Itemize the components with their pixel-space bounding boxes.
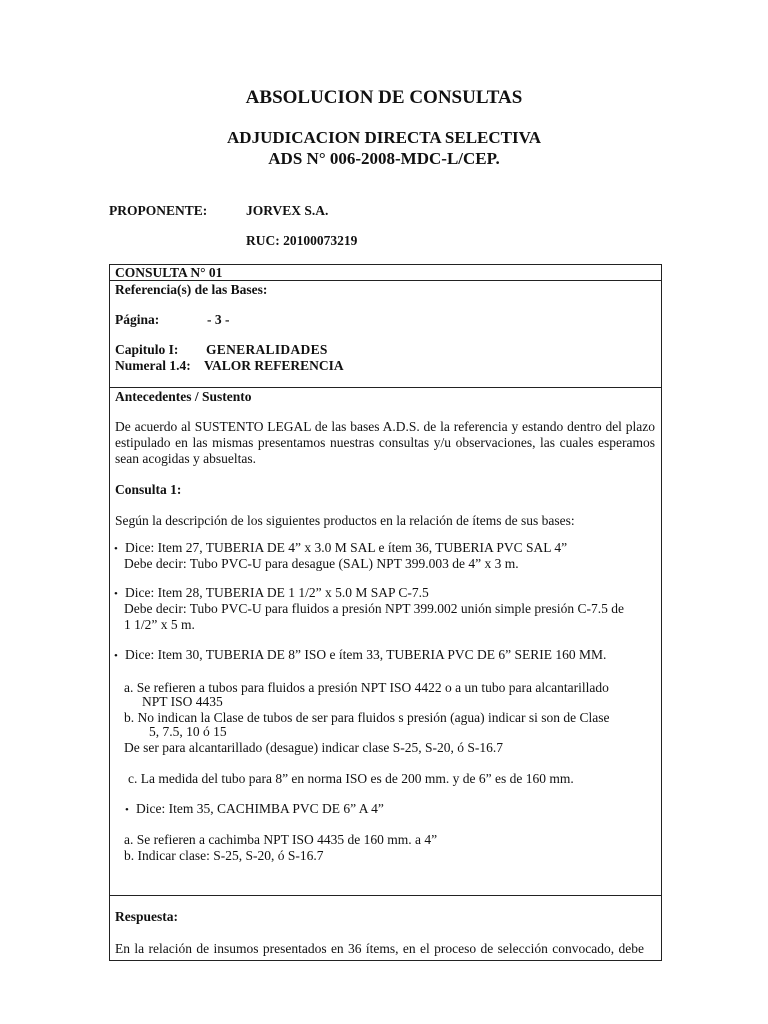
document-subtitle-line2: ADS N° 006-2008-MDC-L/CEP. — [268, 149, 500, 168]
item-a2: a. Se refieren a cachimba NPT ISO 4435 de 160 mm. a 4” — [124, 832, 438, 847]
bullet1-line2: Debe decir: Tubo PVC-U para desague (SAL) NPT 399.003 de 4” x 3 m. — [124, 556, 519, 571]
bullet3-line1: Dice: Item 30, TUBERIA DE 8” ISO e ítem 33, TUBERIA PVC DE 6” SERIE 160 MM. — [125, 647, 607, 662]
item-b-line1: b. No indican la Clase de tubos de ser para fluidos s presión (agua) indicar si son de Clase — [124, 710, 610, 725]
consulta1-label: Consulta 1: — [115, 482, 182, 497]
proponente-name: JORVEX S.A. — [246, 203, 329, 218]
bullet2-line1: Dice: Item 28, TUBERIA DE 1 1/2” x 5.0 M SAP C-7.5 — [125, 585, 429, 600]
antecedentes-label: Antecedentes / Sustento — [115, 389, 252, 404]
item-a-line1: a. Se refieren a tubos para fluidos a presión NPT ISO 4422 o a un tubo para alcantarillado — [124, 680, 609, 695]
document-subtitle-line1: ADJUDICACION DIRECTA SELECTIVA — [227, 128, 541, 147]
numeral-label: Numeral 1.4: — [115, 358, 191, 373]
ruc-value: RUC: 20100073219 — [246, 233, 358, 248]
numeral-value: VALOR REFERENCIA — [204, 358, 344, 373]
intro-paragraph: De acuerdo al SUSTENTO LEGAL de las bases A.D.S. de la referencia y estando dentro del plazo estipulado en las mismas presentamos nuestras consultas y/u observaciones, las cuales esperamos sean acogidas y absueltas. — [115, 419, 655, 466]
item-b-line2: 5, 7.5, 10 ó 15 — [149, 724, 227, 739]
table-divider — [109, 387, 662, 388]
capitulo-label: Capitulo I: — [115, 342, 179, 357]
item-c: c. La medida del tubo para 8” en norma ISO es de 200 mm. y de 6” es de 160 mm. — [128, 771, 574, 786]
bullet-icon: • — [114, 543, 118, 555]
capitulo-value: GENERALIDADES — [206, 342, 328, 357]
bullet-icon: • — [114, 650, 118, 662]
document-title: ABSOLUCION DE CONSULTAS — [245, 87, 523, 108]
referencia-label: Referencia(s) de las Bases: — [115, 282, 268, 297]
pagina-value: - 3 - — [207, 312, 230, 327]
bullet4-line1: Dice: Item 35, CACHIMBA PVC DE 6” A 4” — [136, 801, 384, 816]
bullet-icon: • — [114, 588, 118, 600]
respuesta-text: En la relación de insumos presentados en 36 ítems, en el proceso de selección convocado, debe — [115, 941, 644, 956]
bullet1-line1: Dice: Item 27, TUBERIA DE 4” x 3.0 M SAL e ítem 36, TUBERIA PVC SAL 4” — [125, 540, 568, 555]
respuesta-label: Respuesta: — [115, 909, 178, 924]
proponente-label: PROPONENTE: — [109, 203, 208, 218]
bullet2-line3: 1 1/2” x 5 m. — [124, 617, 195, 632]
bullet2-line2: Debe decir: Tubo PVC-U para fluidos a presión NPT 399.002 unión simple presión C-7.5 de — [124, 601, 624, 616]
item-a-line2: NPT ISO 4435 — [142, 694, 223, 709]
segun-text: Según la descripción de los siguientes productos en la relación de ítems de sus bases: — [115, 513, 575, 528]
bullet-icon: • — [125, 804, 129, 816]
pagina-label: Página: — [115, 312, 160, 327]
table-divider — [109, 895, 662, 896]
consulta-header: CONSULTA N° 01 — [115, 265, 223, 280]
item-b-line3: De ser para alcantarillado (desague) indicar clase S-25, S-20, ó S-16.7 — [124, 740, 503, 755]
item-b2: b. Indicar clase: S-25, S-20, ó S-16.7 — [124, 848, 324, 863]
